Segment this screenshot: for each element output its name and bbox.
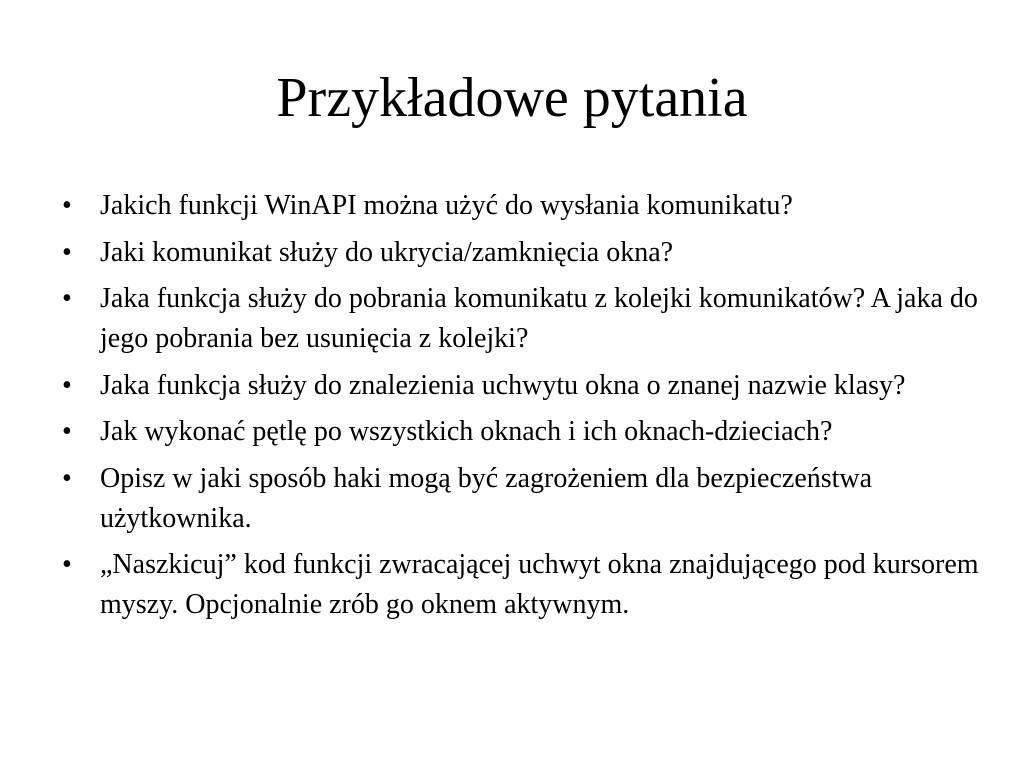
question-item (62, 186, 1002, 226)
bullet-icon: • (62, 549, 72, 580)
question-text: Jaka funkcja służy do pobrania komunikatu z kolejki komunikatów? A jaka do jego pobrania bez usunięcia z kolejki? (100, 283, 978, 354)
question-item (62, 233, 1002, 273)
bullet-icon: • (62, 416, 72, 447)
question-text: Jakich funkcji WinAPI można użyć do wysłania komunikatu? (100, 190, 793, 221)
question-text: Opisz w jaki sposób haki mogą być zagrożeniem dla bezpieczeństwa użytkownika. (100, 462, 873, 534)
slide-title: Przykładowe pytania (276, 67, 748, 129)
question-text: Jak wykonać pętlę po wszystkich oknach i ich oknach-dzieciach? (100, 416, 833, 447)
bullet-icon: • (62, 283, 72, 314)
bullet-icon: • (62, 462, 72, 494)
question-list (62, 186, 1002, 632)
question-item (62, 279, 1002, 359)
question-item (62, 459, 1002, 539)
bullet-icon: • (62, 369, 72, 401)
bullet-icon: • (62, 236, 72, 268)
question-text: Jaki komunikat służy do ukrycia/zamknięcia okna? (100, 236, 674, 268)
question-text: Jaka funkcja służy do znalezienia uchwytu okna o znanej nazwie klasy? (100, 369, 906, 401)
question-item (62, 412, 1002, 452)
question-text: „Naszkicuj” kod funkcji zwracającej uchwyt okna znajdującego pod kursorem myszy. Opcjonalnie zrób go oknem aktywnym. (100, 549, 979, 620)
question-item (62, 545, 1002, 625)
bullet-icon: • (62, 190, 72, 221)
question-item (62, 366, 1002, 406)
